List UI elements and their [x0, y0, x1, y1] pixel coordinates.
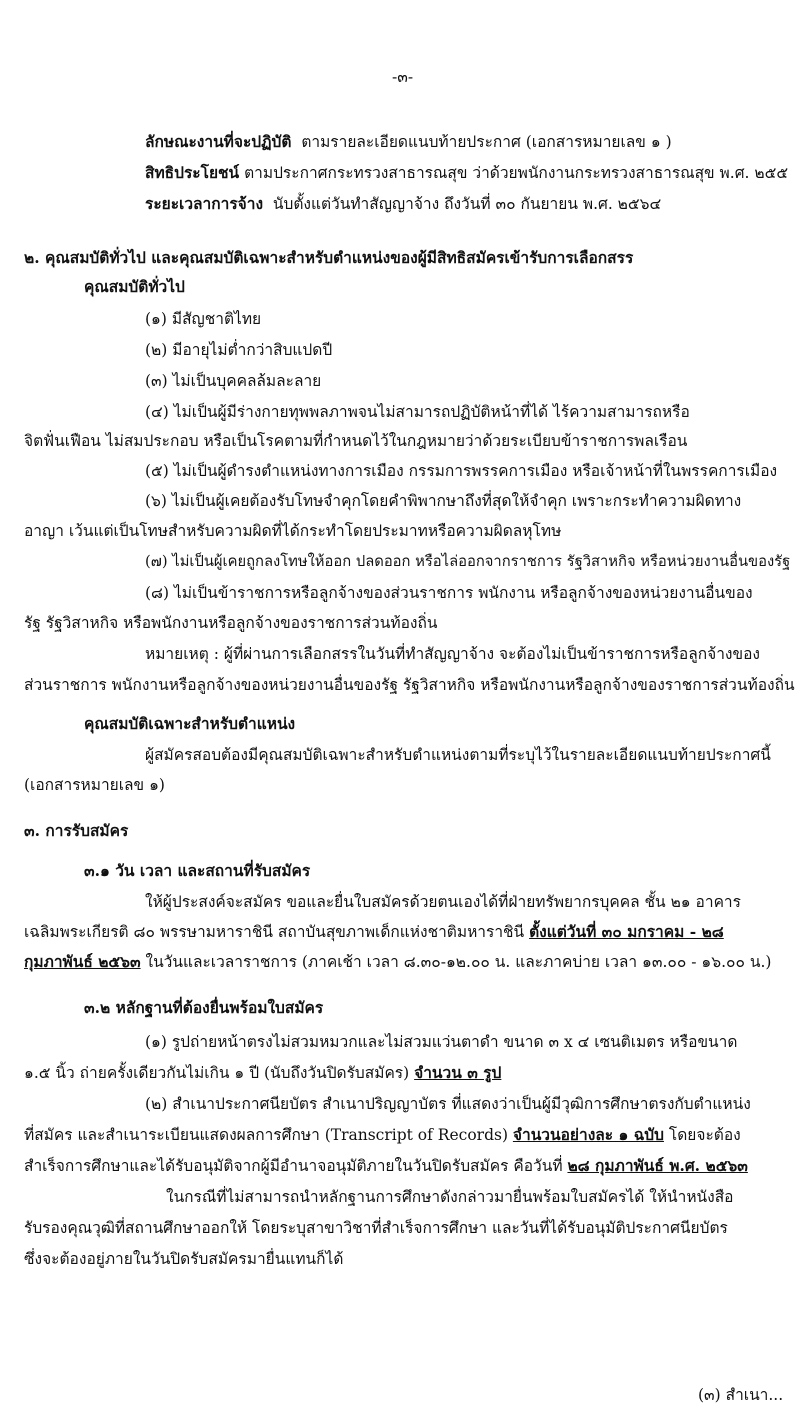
duty-label: ลักษณะงานที่จะปฏิบัติ — [145, 132, 292, 151]
note-line: หมายเหตุ : ผู้ที่ผ่านการเลือกสรรในวันที่ทำสัญญาจ้าง จะต้องไม่เป็นข้าราชการหรือลูกจ้างของ — [145, 645, 760, 663]
section31-text: ให้ผู้ประสงค์จะสมัคร ขอและยื่นใบสมัครด้วยตนเองได้ที่ฝ่ายทรัพยากรบุคคล ชั้น ๒๑ อาคาร — [145, 893, 741, 911]
document-item-cont: รับรองคุณวุฒิที่สถานศึกษาออกให้ โดยระบุสาขาวิชาที่สำเร็จการศึกษา และวันที่ได้รับอนุมัติประกาศนียบัตร — [24, 1219, 728, 1237]
period-text: นับตั้งแต่วันทำสัญญาจ้าง ถึงวันที่ ๓๐ กันยายน พ.ศ. ๒๕๖๔ — [272, 195, 662, 213]
page-number: -๓- — [392, 68, 414, 86]
qualification-item: (๔) ไม่เป็นผู้มีร่างกายทุพพลภาพจนไม่สามารถปฏิบัติหน้าที่ได้ ไร้ความสามารถหรือ — [145, 403, 690, 421]
qualification-item: (๕) ไม่เป็นผู้ดำรงตำแหน่งทางการเมือง กรรมการพรรคการเมือง หรือเจ้าหน้าที่ในพรรคการเมือง — [145, 462, 778, 480]
graduation-requirement: สำเร็จการศึกษาและได้รับอนุมัติจากผู้มีอำนาจอนุมัติภายในวันปิดรับสมัคร คือวันที่ — [24, 1157, 568, 1175]
document-item: (๒) สำเนาประกาศนียบัตร สำเนาปริญญาบัตร ที่แสดงว่าเป็นผู้มีวุฒิการศึกษาตรงกับตำแหน่ง — [145, 1095, 751, 1113]
application-end-date: กุมภาพันธ์ ๒๕๖๓ — [24, 952, 141, 971]
specific-text-cont: (เอกสารหมายเลข ๑) — [24, 776, 165, 794]
benefit-label: สิทธิประโยชน์ — [145, 163, 240, 182]
document-item-cont — [24, 1124, 741, 1146]
deadline-date: ๒๘ กุมภาพันธ์ พ.ศ. ๒๕๖๓ — [567, 1156, 748, 1175]
qualification-item-cont: อาญา เว้นแต่เป็นโทษสำหรับความผิดที่ได้กระทำโดยประมาทหรือความผิดลหุโทษ — [24, 522, 562, 540]
qualification-item: (๒) มีอายุไม่ต่ำกว่าสิบแปดปี — [145, 341, 333, 359]
qualification-item-cont: จิตฟั่นเฟือน ไม่สมประกอบ หรือเป็นโรคตามที่กำหนดไว้ในกฎหมายว่าด้วยระเบียบข้าราชการพลเรือน — [24, 432, 688, 450]
document-item-cont — [24, 1062, 501, 1084]
section32-heading: ๓.๒ หลักฐานที่ต้องยื่นพร้อมใบสมัคร — [84, 998, 324, 1017]
period-line — [145, 193, 661, 215]
specific-qualifications-heading: คุณสมบัติเฉพาะสำหรับตำแหน่ง — [84, 714, 296, 733]
qualification-item: (๓) ไม่เป็นบุคคลล้มละลาย — [145, 372, 322, 390]
document-item-cont: ซึ่งจะต้องอยู่ภายในวันปิดรับสมัครมายื่นแทนก็ได้ — [24, 1250, 344, 1268]
photo-count: จำนวน ๓ รูป — [414, 1063, 502, 1082]
section31-text — [24, 921, 724, 943]
qualification-item: (๑) มีสัญชาติไทย — [145, 310, 262, 328]
section31-heading: ๓.๑ วัน เวลา และสถานที่รับสมัคร — [84, 861, 311, 880]
qualification-item: (๗) ไม่เป็นผู้เคยถูกลงโทษให้ออก ปลดออก หรือไล่ออกจากราชการ รัฐวิสาหกิจ หรือหน่วยงานอื่นของรัฐ — [145, 553, 791, 570]
specific-text: ผู้สมัครสอบต้องมีคุณสมบัติเฉพาะสำหรับตำแหน่งตามที่ระบุไว้ในรายละเอียดแนบท้ายประกาศนี้ — [145, 746, 771, 764]
duty-line — [145, 131, 672, 153]
photo-requirement: ๑.๕ นิ้ว ถ่ายครั้งเดียวกันไม่เกิน ๑ ปี (นับถึงวันปิดรับสมัคร) — [24, 1064, 415, 1082]
general-qualifications-heading: คุณสมบัติทั่วไป — [84, 277, 185, 296]
document-item-cont — [24, 1155, 748, 1177]
application-start-date: ตั้งแต่วันที่ ๓๐ มกราคม - ๒๘ — [529, 922, 724, 941]
document-item-cont: ในกรณีที่ไม่สามารถนำหลักฐานการศึกษาดังกล่าวมายื่นพร้อมใบสมัครได้ ให้นำหนังสือ — [166, 1188, 734, 1206]
benefit-text: ตามประกาศกระทรวงสาธารณสุข ว่าด้วยพนักงานกระทรวงสาธารณสุข พ.ศ. ๒๕๕ — [244, 164, 789, 182]
continuation-marker: (๓) สำเนา... — [698, 1386, 784, 1404]
section31-location: เฉลิมพระเกียรติ ๘๐ พรรษามหาราชินี สถาบันสุขภาพเด็กแห่งชาติมหาราชินี — [24, 923, 530, 941]
section3-heading: ๓. การรับสมัคร — [24, 821, 129, 840]
duty-text: ตามรายละเอียดแนบท้ายประกาศ (เอกสารหมายเลข ๑ ) — [301, 133, 672, 151]
qualification-item: (๘) ไม่เป็นข้าราชการหรือลูกจ้างของส่วนราชการ พนักงาน หรือลูกจ้างของหน่วยงานอื่นของ — [145, 584, 753, 602]
section2-heading: ๒. คุณสมบัติทั่วไป และคุณสมบัติเฉพาะสำหรับตำแหน่งของผู้มีสิทธิสมัครเข้ารับการเลือกสรร — [24, 248, 634, 267]
period-label: ระยะเวลาการจ้าง — [145, 194, 264, 213]
qualification-item-cont: รัฐ รัฐวิสาหกิจ หรือพนักงานหรือลูกจ้างของราชการส่วนท้องถิ่น — [24, 614, 438, 632]
transcript-tail: โดยจะต้อง — [663, 1126, 741, 1144]
document-item: (๑) รูปถ่ายหน้าตรงไม่สวมหมวกและไม่สวมแว่นตาดำ ขนาด ๓ x ๔ เซนติเมตร หรือขนาด — [145, 1033, 738, 1051]
transcript-requirement: ที่สมัคร และสำเนาระเบียนแสดงผลการศึกษา (Transcript of Records) — [24, 1126, 513, 1144]
office-hours: ในวันและเวลาราชการ (ภาคเช้า เวลา ๘.๓๐-๑๒.๐๐ น. และภาคบ่าย เวลา ๑๓.๐๐ - ๑๖.๐๐ น.) — [140, 953, 772, 971]
benefit-line — [145, 162, 788, 184]
note-line-cont: ส่วนราชการ พนักงานหรือลูกจ้างของหน่วยงานอื่นของรัฐ รัฐวิสาหกิจ หรือพนักงานหรือลูกจ้างของราชการส่วนท้องถิ่น — [24, 676, 795, 694]
section31-text — [24, 951, 771, 973]
qualification-item: (๖) ไม่เป็นผู้เคยต้องรับโทษจำคุกโดยคำพิพากษาถึงที่สุดให้จำคุก เพราะกระทำความผิดทาง — [145, 492, 742, 510]
copy-count: จำนวนอย่างละ ๑ ฉบับ — [512, 1125, 664, 1144]
